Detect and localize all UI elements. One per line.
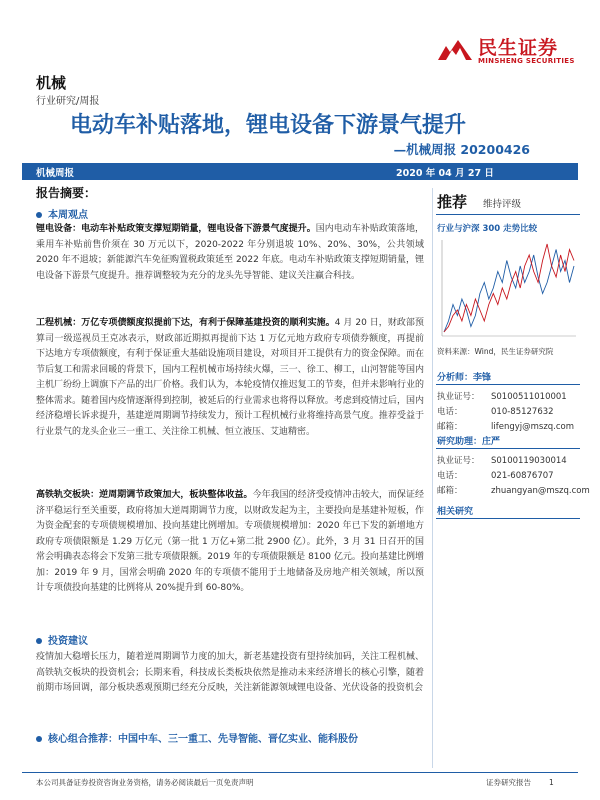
paragraph-investment: 疫情加大稳增长压力，随着逆周期调节力度的加大，新老基建投资有望持续加码，关注工程机械、高铁轨交板块的投资机会；长期来看，科技成长类板块依然是推动未来经济增长的核心引擎，随着前期市场回调，部分板块悉观预期已经充分反映，关注新能源领域锂电设备、光伏设备的投资机会: [36, 652, 424, 693]
chart-label: 行业与沪深 300 走势比较: [437, 224, 538, 234]
rating-status: 维持评级: [483, 199, 522, 210]
analyst-value: lifengyj@mszq.com: [491, 422, 575, 432]
paragraph-lithium: 锂电设备：电动车补贴政策支撑短期销量，锂电设备下游景气度提升。国内电动车补贴政策落地，乘用车补贴前售价须在 30 万元以下，2020-2022 年分别退坡 10%、20%、30%，公共领域 2020 年不退坡；新能源汽车免征购置税政策延至 2022 年底。电动车补贴政策支撑短期销量，锂电设备下游景气度提升。推荐调整较为充分的龙头先导智能、建议关注赢合科技。: [36, 224, 424, 281]
analyst-row: [437, 420, 574, 435]
researcher-heading: 研究助理：庄严: [437, 437, 501, 447]
footer-disclaimer: 本公司具备证券投资咨询业务资格，请务必阅读最后一页免责声明: [36, 778, 254, 787]
summary-heading: 报告摘要：: [36, 186, 97, 200]
analyst-row: [437, 390, 574, 405]
researcher-value: 021-60876707: [491, 471, 554, 481]
section-investment: 投资建议: [36, 632, 88, 647]
researcher-key: 邮箱：: [437, 486, 463, 496]
sidebar-rule: [436, 214, 580, 215]
analyst-value: 010-85127632: [491, 407, 554, 417]
analyst-row: [437, 405, 574, 420]
category-label: 行业研究/周报: [36, 96, 100, 107]
page-subtitle: —机械周报 20200426: [393, 142, 530, 157]
section-core-portfolio: 核心组合推荐：中国中车、三一重工、先导智能、晋亿实业、能科股份: [36, 730, 426, 745]
band-report-type: 机械周报: [36, 168, 75, 179]
sector-label: 机械: [36, 74, 67, 92]
researcher-row: [437, 484, 590, 499]
header-band: [22, 163, 578, 180]
paragraph-construction: 工程机械：万亿专项债额度拟提前下达，有利于保障基建投资的顺利实施。4 月 20 日，财政部预算司一级巡视员王克冰表示，财政部近期拟再提前下达 1 万亿元地方政府专项债券额度，再提前下达地方专项债额度，有利于保证重大基础设施项目建设，对项目开工提供有力的资金保障。而在节后复工和需求回暖的背景下，国内工程机械市场持续火爆，三一、徐工、柳工，山河智能等国内主机厂纷纷上调旗下产品的出厂价格。我们认为，本轮疫情仅推迟复工的节奏，但并未影响行业的整体需求。随着国内疫情逐渐得到控制，被延后的行业需求也将得以释放。考虑到疫情过后，国内经济稳增长诉求提升，基建逆周期调节持续发力，预计工程机械行业将维持高景气度。推荐受益于行业景气的龙头企业三一重工、关注徐工机械、恒立液压、艾迪精密。: [36, 318, 424, 437]
report-date: 2020 年 04 月 27 日: [396, 168, 494, 179]
footer-report-type: 证券研究报告 1: [486, 778, 554, 787]
researcher-row: [437, 454, 590, 469]
related-research-heading: 相关研究: [437, 507, 474, 517]
analyst-key: 电话：: [437, 407, 463, 417]
paragraph-rail: 高铁轨交板块：逆周期调节政策加大，板块整体收益。今年我国的经济受疫情冲击较大，而保证经济平稳运行至关重要，政府将加大逆周期调节力度，以财政发起为主，主要投向是基建补短板，作为资金配套的专项债规模增加、投向基建比例增加。专项债规模增加：2020 年已下发的新增地方政府专项债限额是 1.29 万亿元（第一批 1 万亿+第二批 2900 亿）。此外，3 月 31 日召开的国常会明确表态将会下发第三批专项债限额。2019 年的专项债限额是 8100 亿元。投向基建比例增加：2019 年 9 月，国常会明确 2020 年的专项债不能用于土地储备及房地产相关领域，所以预计专项债投向基建的比例将从 20%提升到 60-80%。: [36, 490, 424, 593]
logo-english-name: MINSHENG SECURITIES: [478, 57, 575, 65]
logo-chinese-name: 民生证券: [478, 37, 559, 59]
bullet-icon: [36, 736, 42, 742]
researcher-contact: [437, 454, 590, 499]
page-title: 电动车补贴落地，锂电设备下游景气提升: [70, 113, 467, 138]
bullet-icon: [36, 212, 42, 218]
rating: 推荐: [437, 193, 468, 211]
chart-source: 资料来源：Wind，民生证券研究院: [437, 347, 554, 356]
researcher-key: 电话：: [437, 471, 463, 481]
footer-divider: [22, 772, 578, 773]
page-number: 1: [549, 778, 554, 787]
analyst-heading: 分析师：李锋: [437, 373, 492, 383]
trend-chart: [436, 236, 580, 342]
sidebar-divider: [432, 188, 433, 768]
sidebar-rule: [436, 384, 580, 385]
researcher-value: zhuangyan@mszq.com: [491, 486, 590, 496]
researcher-key: 执业证号：: [437, 456, 480, 466]
researcher-value: S0100119030014: [491, 456, 567, 466]
bullet-icon: [36, 638, 42, 644]
analyst-value: S0100511010001: [491, 392, 567, 402]
analyst-key: 邮箱：: [437, 422, 463, 432]
analyst-contact: [437, 390, 574, 435]
core-list: 中国中车、三一重工、先导智能、晋亿实业、能科股份: [118, 734, 358, 745]
section-weekly-view: 本周观点: [36, 206, 88, 221]
sidebar-rule: [436, 518, 580, 519]
sidebar-rule: [436, 448, 580, 449]
analyst-key: 执业证号：: [437, 392, 480, 402]
minsheng-logo-icon: [436, 36, 474, 62]
researcher-row: [437, 469, 590, 484]
chart-series-line-2: [444, 244, 574, 332]
